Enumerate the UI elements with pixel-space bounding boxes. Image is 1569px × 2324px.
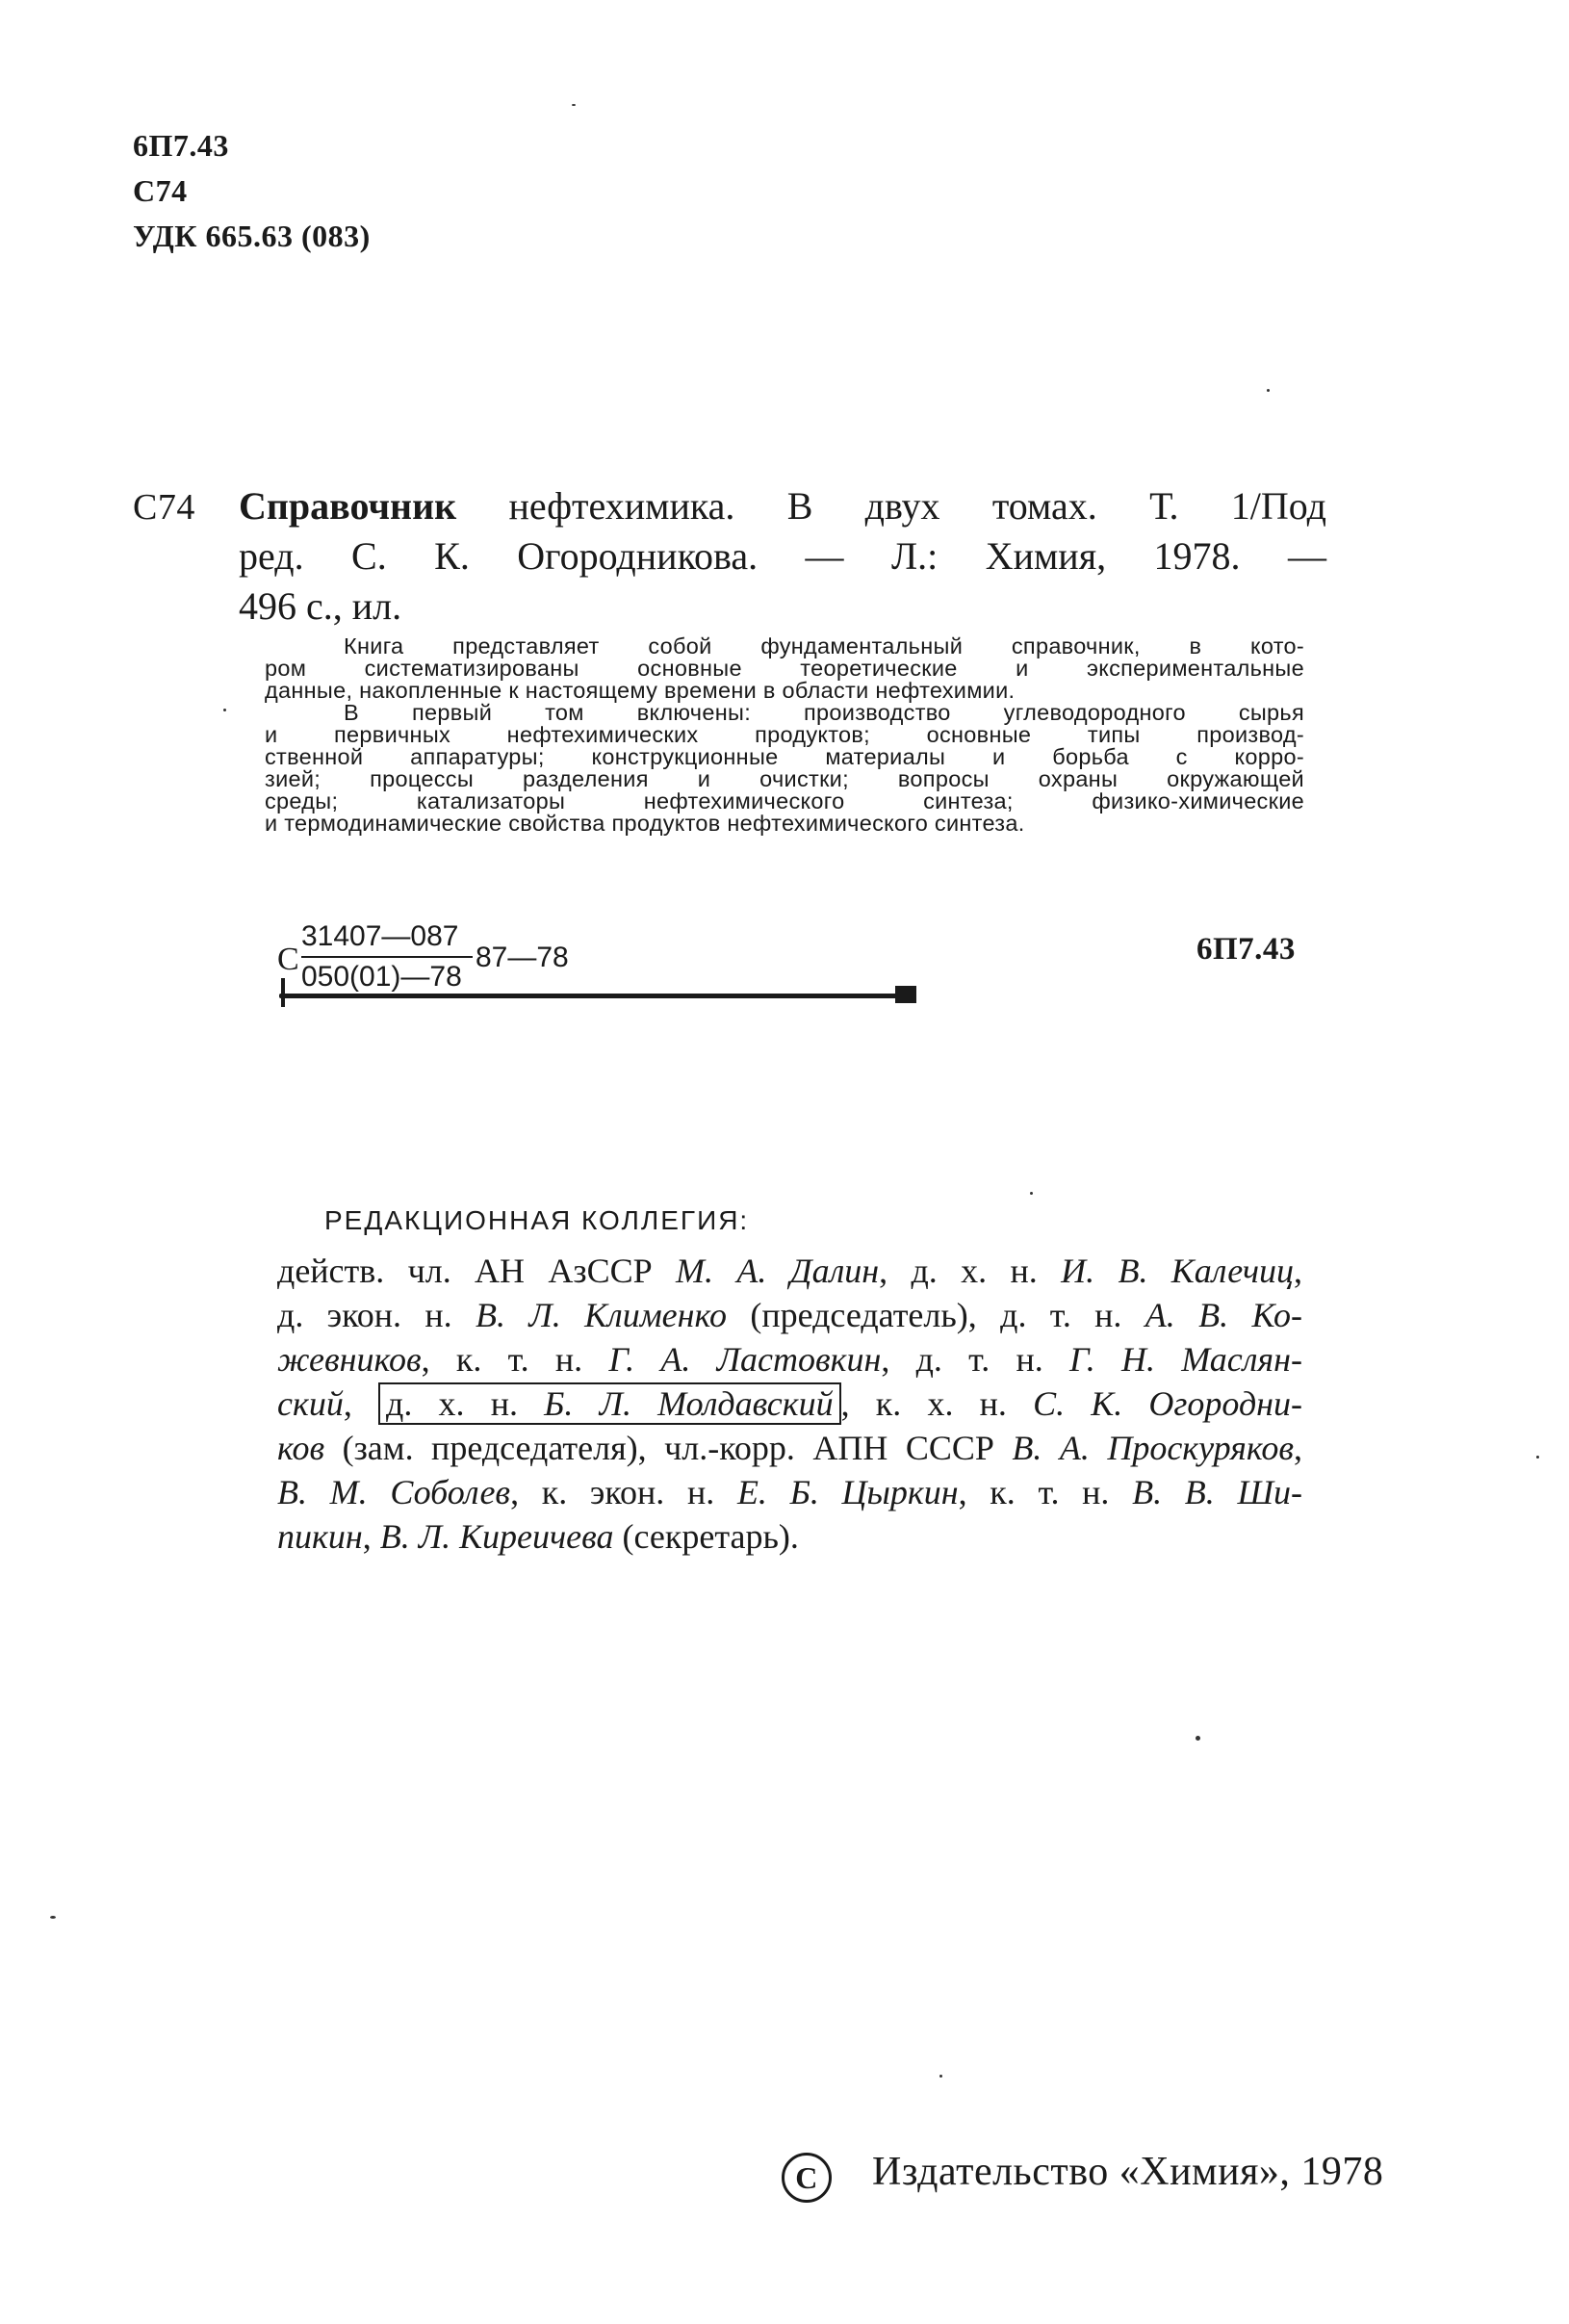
strike-tick	[281, 978, 285, 1007]
scan-speck	[50, 1916, 56, 1919]
annotation	[265, 635, 1304, 835]
member-name: пикин	[277, 1517, 363, 1556]
editorial-board	[277, 1249, 1302, 1559]
biblio-line-1-rest: нефтехимика. В двух томах. Т. 1/Под	[508, 484, 1326, 528]
member-name: Г. Н. Маслян-	[1069, 1340, 1303, 1379]
index-letter: С	[277, 942, 299, 977]
annotation-line: среды; катализаторы нефтехимического синтеза; физико-химические	[265, 788, 1304, 813]
board-line-3	[277, 1337, 1302, 1381]
board-text: ,	[343, 1384, 379, 1423]
board-text: ,	[362, 1517, 380, 1556]
book-title: Справочник	[239, 484, 457, 528]
index-numerator: 31407—087	[301, 920, 459, 952]
annotation-line: ром систематизированы основные теоретические и экспериментальные	[265, 656, 1304, 681]
scan-speck	[939, 2075, 942, 2078]
member-name: М. А. Далин	[676, 1252, 880, 1290]
board-line-5	[277, 1426, 1302, 1470]
member-name: А. В. Ко-	[1145, 1296, 1302, 1334]
member-name: С. К. Огородни-	[1033, 1384, 1303, 1423]
annotation-line: и первичных нефтехимических продуктов; основные типы производ-	[265, 722, 1304, 747]
index-tail: 87—78	[476, 942, 569, 973]
board-text: действ. чл. АН АзССР	[277, 1252, 676, 1290]
board-line-7	[277, 1514, 1302, 1559]
member-name: В. А. Проскуряков	[1012, 1429, 1295, 1467]
editorial-board-title: РЕДАКЦИОННАЯ КОЛЛЕГИЯ:	[324, 1205, 750, 1235]
copyright	[782, 2149, 1383, 2203]
board-line-1	[277, 1249, 1302, 1293]
annotation-line: и термодинамические свойства продуктов нефтехимического синтеза.	[265, 811, 1025, 836]
mourning-frame	[378, 1382, 841, 1425]
board-text: ,	[1294, 1252, 1302, 1290]
index-right-code: 6П7.43	[1196, 932, 1296, 967]
biblio-line-3: 496 с., ил.	[239, 584, 402, 628]
scan-speck	[572, 104, 576, 106]
bbk-code: 6П7.43	[133, 128, 229, 163]
member-name: В. Л. Клименко	[476, 1296, 727, 1334]
bibliographic-description	[239, 481, 1326, 632]
annotation-line: Книга представляет собой фундаментальный справочник, в кото-	[344, 633, 1304, 658]
board-text: (председатель), д. т. н.	[726, 1296, 1145, 1334]
biblio-code: С74	[133, 487, 195, 528]
member-name: Г. А. Ластовкин	[608, 1340, 882, 1379]
member-name: В. М. Соболев	[277, 1473, 511, 1511]
board-text: д. х. н.	[386, 1384, 545, 1423]
member-name: Е. Б. Цыркин	[736, 1473, 959, 1511]
board-text: (секретарь).	[613, 1517, 799, 1556]
board-line-2	[277, 1293, 1302, 1337]
board-text: , д. х. н.	[879, 1252, 1062, 1290]
strike-line	[279, 994, 914, 998]
scan-speck	[223, 709, 226, 711]
index-fraction-rule	[301, 956, 473, 958]
board-text: , д. т. н.	[881, 1340, 1069, 1379]
copyright-text: Издательство «Химия», 1978	[872, 2150, 1384, 2194]
member-name: Б. Л. Молдавский	[544, 1384, 834, 1423]
board-text: , к. экон. н.	[510, 1473, 737, 1511]
udc-code: УДК 665.63 (083)	[133, 219, 371, 253]
scan-speck	[1030, 1192, 1033, 1195]
member-name: ский	[277, 1384, 344, 1423]
board-text: , к. х. н.	[840, 1384, 1034, 1423]
biblio-line-2: ред. С. К. Огородникова. — Л.: Химия, 1978. —	[239, 534, 1326, 578]
member-name: ков	[277, 1429, 325, 1467]
board-text: ,	[1294, 1429, 1303, 1467]
board-text: , к. т. н.	[958, 1473, 1133, 1511]
strike-end	[895, 986, 916, 1003]
annotation-line: ственной аппаратуры; конструкционные материалы и борьба с корро-	[265, 744, 1304, 769]
board-text: (зам. председателя), чл.-корр. АПН СССР	[324, 1429, 1013, 1467]
annotation-line: В первый том включены: производство углеводородного сырья	[344, 700, 1304, 725]
biblio-line-1	[239, 481, 1326, 531]
board-text: , к. т. н.	[421, 1340, 609, 1379]
copyright-icon: C	[782, 2153, 832, 2203]
member-name: жевников	[277, 1340, 422, 1379]
member-name: И. В. Калечиц	[1061, 1252, 1294, 1290]
scan-speck	[1536, 1456, 1539, 1459]
member-name: В. В. Ши-	[1132, 1473, 1303, 1511]
scan-speck	[1196, 1736, 1200, 1741]
annotation-line: зией; процессы разделения и очистки; вопросы охраны окружающей	[265, 766, 1304, 791]
board-text: д. экон. н.	[277, 1296, 476, 1334]
scan-speck	[1267, 389, 1270, 392]
author-mark: С74	[133, 173, 188, 208]
index-denominator: 050(01)—78	[301, 961, 462, 993]
member-name: В. Л. Киреичева	[379, 1517, 614, 1556]
board-line-6	[277, 1470, 1302, 1514]
classification-block	[133, 123, 371, 259]
annotation-line: данные, накопленные к настоящему времени в области нефтехимии.	[265, 678, 1016, 703]
board-line-4	[277, 1381, 1302, 1426]
